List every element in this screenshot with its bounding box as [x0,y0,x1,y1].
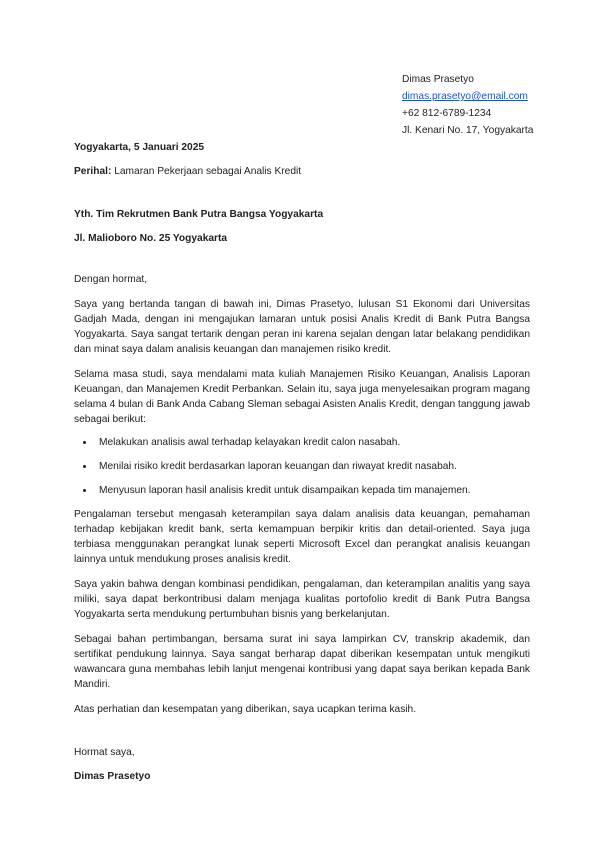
duty-item: • Menilai risiko kredit berdasarkan laporan keuangan dan riwayat kredit nasabah. [95,459,530,474]
sender-name: Dimas Prasetyo [402,74,474,85]
sender-block [402,71,533,139]
duties-list [74,435,530,498]
recipient-address: Jl. Malioboro No. 25 Yogyakarta [74,233,228,244]
closing: Hormat saya, [74,747,135,758]
sender-email-link[interactable]: dimas.prasetyo@email.com [402,91,528,102]
subject-label: Perihal: [74,166,112,177]
sender-address: Jl. Kenari No. 17, Yogyakarta [402,125,534,136]
paragraph-intro: Saya yang bertanda tangan di bawah ini, Dimas Prasetyo, lulusan S1 Ekonomi dari Universitas Gadjah Mada, dengan ini mengajukan lamaran untuk posisi Analis Kredit di Bank Putra Bangsa Yogyakarta. Saya sangat tertarik dengan peran ini karena sejalan dengan latar belakang pendidikan dan minat saya dalam analisis keuangan dan manajemen risiko kredit. [74,299,530,355]
letter-body [74,140,530,784]
salutation: Dengan hormat, [74,274,148,285]
signature-name: Dimas Prasetyo [74,771,151,782]
paragraph-thanks: Atas perhatian dan kesempatan yang diberikan, saya ucapkan terima kasih. [74,704,417,715]
subject-text: Lamaran Pekerjaan sebagai Analis Kredit [111,166,302,177]
date-line: Yogyakarta, 5 Januari 2025 [74,142,205,153]
duty-item: • Menyusun laporan hasil analisis kredit untuk disampaikan kepada tim manajemen. [95,483,530,498]
recipient-name: Yth. Tim Rekrutmen Bank Putra Bangsa Yogyakarta [74,209,324,220]
paragraph-studies: Selama masa studi, saya mendalami mata kuliah Manajemen Risiko Keuangan, Analisis Laporan Keuangan, dan Manajemen Kredit Perbankan. Selain itu, saya juga menyelesaikan program magang selama 4 bulan di Bank Anda Cabang Sleman sebagai Asisten Analis Kredit, dengan tanggung jawab sebagai berikut: [74,369,530,425]
sender-phone: +62 812-6789-1234 [402,108,492,119]
subject-line [74,164,530,179]
paragraph-experience: Pengalaman tersebut mengasah keterampilan saya dalam analisis data keuangan, pemahaman terhadap kebijakan kredit bank, serta kemampuan berpikir kritis dan detail-oriented. Saya juga terbiasa menggunakan perangkat lunak seperti Microsoft Excel dan perangkat analisis keuangan lainnya untuk mendukung proses analisis kredit. [74,509,530,565]
paragraph-attachments: Sebagai bahan pertimbangan, bersama surat ini saya lampirkan CV, transkrip akademik, dan sertifikat pendukung lainnya. Saya sangat berharap dapat diberikan kesempatan untuk mengikuti wawancara guna membahas lebih lanjut mengenai kontribusi yang dapat saya berikan kepada Bank Mandiri. [74,634,530,690]
duty-item: • Melakukan analisis awal terhadap kelayakan kredit calon nasabah. [95,435,530,450]
paragraph-contribution: Saya yakin bahwa dengan kombinasi pendidikan, pengalaman, dan keterampilan analitis yang saya miliki, saya dapat berkontribusi dalam menjaga kualitas portofolio kredit di Bank Putra Bangsa Yogyakarta serta mendukung pertumbuhan bisnis yang berkelanjutan. [74,579,530,620]
